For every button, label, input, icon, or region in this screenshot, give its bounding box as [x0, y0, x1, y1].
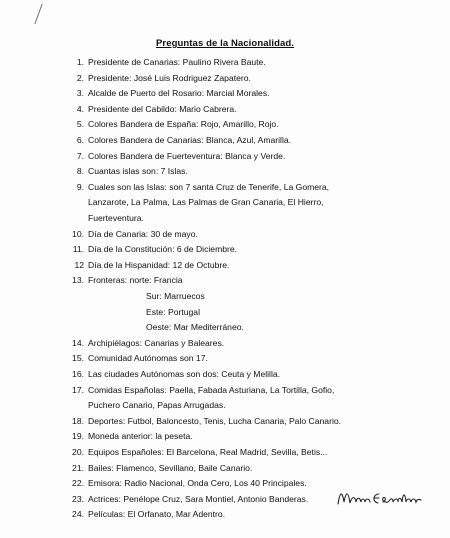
list-item: 17. Comidas Españolas: Paella, Fabada Asturiana, La Tortilla, Gofio,	[72, 384, 335, 395]
list-item: 3. Alcalde de Puerto del Rosario: Marcial Morales.	[76, 88, 270, 99]
handwritten-signature	[335, 484, 430, 512]
list-item: 4. Presidente del Cabildo: Mario Cabrera.	[76, 103, 237, 114]
list-item: 12 Día de la Hispanidad: 12 de Octubre.	[74, 259, 230, 270]
list-item: 5. Colores Bandera de España: Rojo, Amarillo, Rojo.	[76, 119, 279, 130]
list-item: 7. Colores Bandera de Fuerteventura: Blanca y Verde.	[76, 150, 286, 161]
list-item-continuation: Sur: Marruecos	[146, 291, 205, 301]
list-item: 16. Las ciudades Autónomas son dos: Ceuta y Melilla.	[72, 369, 281, 379]
list-item: 20. Equipos Españoles: El Barcelona, Real Madrid, Sevilla, Betis...	[72, 447, 328, 457]
list-item: 19. Moneda anterior: la peseta.	[72, 431, 193, 442]
list-item-continuation: Oeste: Mar Mediterráneo.	[146, 322, 244, 333]
list-item: 21. Bailes: Flamenco, Sevillano, Baile Canario.	[72, 462, 253, 473]
list-item-continuation: Puchero Canario, Papas Arrugadas.	[88, 400, 226, 411]
list-item: 9. Cuales son las Islas: son 7 santa Cruz de Tenerife, La Gomera,	[76, 181, 330, 192]
list-item: 18. Deportes: Futbol, Baloncesto, Tenis, Lucha Canaria, Palo Canario.	[72, 415, 342, 426]
list-item: 1. Presidente de Canarias: Paulino Rivera Baute.	[76, 57, 266, 67]
list-item: 23. Actrices: Penélope Cruz, Sara Montiel, Antonio Banderas.	[72, 493, 309, 504]
document-title: Preguntas de la Nacionalidad.	[155, 38, 295, 49]
list-item-continuation: Lanzarote, La Palma, Las Palmas de Gran Canaria, El Hierro,	[88, 197, 324, 208]
list-item-continuation: Este: Portugal	[146, 306, 200, 317]
list-item: 15. Comunidad Autónomas son 17.	[72, 353, 208, 364]
list-item: 11. Día de la Constitución: 6 de Diciembre.	[72, 244, 238, 255]
list-item: 22. Emisora: Radio Nacional, Onda Cero, Los 40 Principales.	[72, 478, 307, 489]
list-item: 2. Presidente: José Luis Rodriguez Zapatero.	[76, 72, 251, 83]
list-item: 8. Cuantas islas son: 7 Islas.	[76, 166, 188, 177]
list-item: 14. Archipiélagos: Canarias y Baleares.	[72, 337, 225, 348]
list-item: 6. Colores Bandera de Canarias: Blanca, Azul, Amarilla.	[76, 135, 292, 145]
list-item: 10. Día de Canaria: 30 de mayo.	[72, 228, 198, 239]
list-item: 13. Fronteras: norte: Francia	[72, 275, 183, 286]
list-item-continuation: Fuerteventura.	[88, 213, 144, 223]
list-item: 24. Películas: El Orfanato, Mar Adentro.	[72, 509, 226, 520]
